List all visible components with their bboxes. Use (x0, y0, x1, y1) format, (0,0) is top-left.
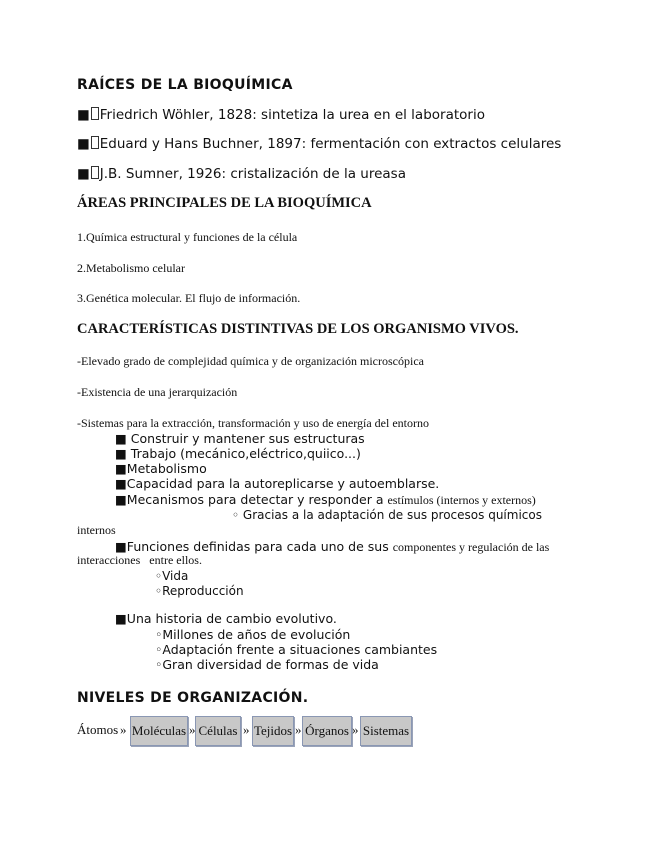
chevron-right-icon: » (352, 722, 359, 737)
text-line: -Sistemas para la extracción, transformación y uso de energía del entorno (77, 416, 429, 430)
bullet-item: ■Capacidad para la autoreplicarse y autoemblarse. (115, 476, 440, 491)
bullet-text: ■Mecanismos para detectar y responder a (115, 492, 388, 507)
bullet-item: ■Metabolismo (115, 461, 207, 476)
section-title-areas: ÁREAS PRINCIPALES DE LA BIOQUÍMICA (77, 195, 372, 211)
level-box-sistemas: Sistemas (360, 716, 412, 746)
list-item-text: J.B. Sumner, 1926: cristalización de la ureasa (99, 166, 406, 182)
sub-bullet-item: ◦Vida (155, 569, 189, 583)
list-item: 3.Genética molecular. El flujo de información. (77, 291, 301, 305)
chevron-right-icon: » (243, 722, 250, 737)
chevron-right-icon: » (120, 722, 127, 737)
text-line: -Elevado grado de complejidad química y de organización microscópica (77, 354, 424, 368)
list-item (77, 166, 406, 182)
bullet-square-icon: ■ (77, 107, 90, 123)
chevron-right-icon: » (295, 722, 302, 737)
bullet-text: ■Funciones definidas para cada uno de sus (115, 539, 393, 554)
bullet-item: ■ Trabajo (mecánico,eléctrico,quiico...) (115, 446, 361, 461)
level-atoms: Átomos (77, 722, 119, 737)
bullet-item: ■Una historia de cambio evolutivo. (115, 611, 337, 626)
bullet-text-serif: componentes y regulación de las (392, 540, 550, 554)
level-box-moleculas: Moléculas (130, 716, 188, 746)
chevron-right-icon: » (189, 722, 196, 737)
level-box-tejidos: Tejidos (252, 716, 294, 746)
sub-bullet-item: ◦Adaptación frente a situaciones cambiantes (155, 642, 438, 657)
list-item: 1.Química estructural y funciones de la célula (77, 230, 298, 244)
section-title-niveles: NIVELES DE ORGANIZACIÓN. (77, 690, 309, 706)
section-title-raices: RAÍCES DE LA BIOQUÍMICA (77, 77, 293, 93)
sub-bullet-item: ◦Gran diversidad de formas de vida (155, 657, 379, 672)
bullet-square-icon: ■ (77, 166, 90, 182)
missing-glyph-icon (91, 136, 99, 149)
text-line: -Existencia de una jerarquización (77, 385, 238, 399)
list-item (77, 107, 485, 123)
level-box-organos: Órganos (302, 716, 352, 746)
list-item-text: Eduard y Hans Buchner, 1897: fermentación con extractos celulares (99, 136, 562, 152)
text-line: interacciones entre ellos. (77, 553, 202, 567)
list-item: 2.Metabolismo celular (77, 261, 185, 275)
bullet-square-icon: ■ (77, 136, 90, 152)
list-item (77, 136, 561, 152)
bullet-item (115, 491, 536, 509)
missing-glyph-icon (91, 166, 99, 179)
section-title-caracteristicas: CARACTERÍSTICAS DISTINTIVAS DE LOS ORGANISMO VIVOS. (77, 321, 519, 337)
list-item-text: Friedrich Wöhler, 1828: sintetiza la urea en el laboratorio (99, 107, 485, 123)
text-line: internos (77, 523, 116, 537)
bullet-text-serif: estímulos (internos y externos) (387, 493, 536, 507)
sub-bullet-item: ◦Millones de años de evolución (155, 627, 351, 642)
sub-bullet-item: ◦Reproducción (155, 584, 244, 598)
level-box-celulas: Células (195, 716, 241, 746)
sub-bullet-item: ◦ Gracias a la adaptación de sus procesos químicos (232, 508, 542, 522)
missing-glyph-icon (91, 107, 99, 120)
bullet-item: ■ Construir y mantener sus estructuras (115, 431, 365, 446)
